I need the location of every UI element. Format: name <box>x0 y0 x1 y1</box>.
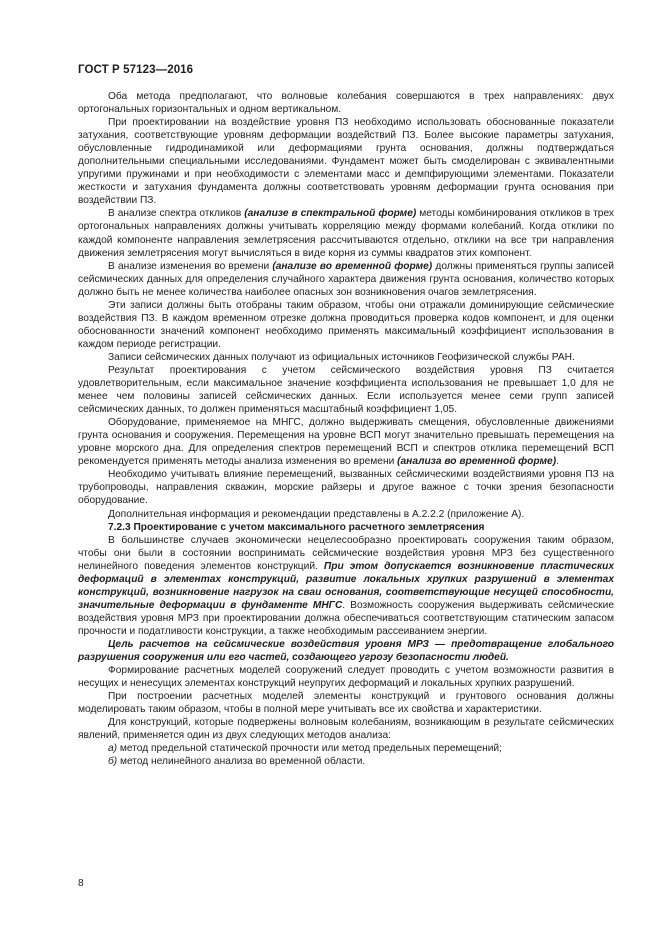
list-marker: б) <box>108 756 118 768</box>
paragraph: При проектировании на воздействие уровня ПЗ необходимо использовать обоснованные показатели затухания, соответствующие уровням деформации воздействий ПЗ. Более высокие параметры затухания, обусловленные гидродинамикой или деформациями грунта основания, должны подтверждаться дополнительными специальными исследованиями. Фундамент может быть смоделирован с эквивалентными упругими пружинами и при необходимости с элементами масс и демпфирующими элементами. Показатели жесткости и затухания фундамента должны соответствовать уровням деформации грунта основания при воздействии ПЗ. <box>78 117 614 207</box>
paragraph-text: В анализе спектра откликов <box>108 208 245 220</box>
paragraph: Оба метода предполагают, что волновые колебания совершаются в трех направлениях: двух ортогональных горизонтальных и одном вертикальном. <box>78 91 614 116</box>
paragraph <box>78 534 614 638</box>
emphasis-paragraph: Цель расчетов на сейсмические воздействия уровня МРЗ — предотвращение глобального разрушения сооружения или его частей, создающего угрозу безопасности людей. <box>78 638 614 664</box>
list-marker: а) <box>108 743 118 755</box>
paragraph: Дополнительная информация и рекомендации представлены в А.2.2.2 (приложение А). <box>108 508 525 520</box>
paragraph-text: должны применяться группы записей сейсмических данных для определения случайного характера движения грунта основания, количество которых должно быть не менее количества наиболее опасных зон возникновения очагов землетрясения. <box>78 260 614 298</box>
paragraph-text: Оборудование, применяемое на МНГС, должно выдерживать смещения, обусловленные движениями грунта основания и сооружения. Перемещения на уровне ВСП могут значительно превышать перемещения на уровне морского дна. Для определения спектров перемещений ВСП и спектров отклика перемещений ВСП рекомендуется применять методы анализа изменения во времени <box>78 417 614 468</box>
emphasis-text: (анализе в спектральной форме) <box>244 208 417 220</box>
document-body <box>78 90 614 768</box>
page-number: 8 <box>78 878 84 889</box>
list-item-a <box>78 742 614 755</box>
paragraph: Записи сейсмических данных получают из официальных источников Геофизической службы РАН. <box>108 351 575 363</box>
paragraph <box>78 416 614 468</box>
emphasis-text: (анализа во временной форме) <box>397 456 557 468</box>
paragraph: Формирование расчетных моделей сооружений следует проводить с учетом возможности развития в несущих и ненесущих элементах конструкций неупругих деформаций и локальных хрупких разрушений. <box>78 665 614 690</box>
list-item-b <box>78 755 614 768</box>
section-heading: 7.2.3 Проектирование с учетом максимального расчетного землетрясения <box>108 521 485 533</box>
list-item-text: метод предельной статической прочности или метод предельных перемещений; <box>117 743 502 755</box>
paragraph <box>78 207 614 259</box>
paragraph-text: . <box>556 456 559 468</box>
standard-header: ГОСТ Р 57123—2016 <box>78 64 194 76</box>
paragraph: Для конструкций, которые подвержены волновым колебаниям, возникающим в результате сейсмических явлений, применяется один из двух следующих методов анализа: <box>78 717 614 742</box>
paragraph-text: В большинстве случаев экономически нецелесообразно проектировать сооружения таким образом, чтобы они были в состоянии воспринимать сейсмические воздействия уровня МРЗ без существенного нелинейного поведения элементов конструкций. <box>78 534 614 572</box>
paragraph-text: . Возможность сооружения выдерживать сейсмические воздействия уровня МРЗ при проектировании должна обеспечиваться соответствующим статическим запасом прочности и податливости конструкции, а также необходимым рассеиванием энергии. <box>78 599 614 637</box>
paragraph: Эти записи должны быть отобраны таким образом, чтобы они отражали доминирующие сейсмические воздействия ПЗ. В каждом временном отрезке должна проводиться проверка кодов компонент, и для оценки обоснованности значений компонент необходимо применять максимальный коэффициент использования в каждом периоде регистрации. <box>78 299 614 350</box>
paragraph: Результат проектирования с учетом сейсмического воздействия уровня ПЗ считается удовлетворительным, если максимальное значение коэффициента использования не превышает 1,0 для не менее чем половины записей сейсмических данных. Если используется менее семи групп записей сейсмических данных, то должен применяться масштабный коэффициент 1,05. <box>78 364 614 416</box>
paragraph <box>78 260 614 299</box>
list-item-text: метод нелинейного анализа во временной области. <box>117 756 366 768</box>
emphasis-text: (анализе во временной форме) <box>272 260 433 272</box>
paragraph: При построении расчетных моделей элементы конструкций и грунтового основания должны моделировать таким образом, чтобы в полной мере учитывать все их свойства и характеристики. <box>78 691 614 716</box>
paragraph: Необходимо учитывать влияние перемещений, вызванных сейсмическими воздействиями уровня ПЗ на трубопроводы, направления скважин, морские райзеры и другое важное с точки зрения безопасности оборудование. <box>78 469 614 507</box>
paragraph-text: методы комбинирования откликов в трех ортогональных направлениях должны учитывать корреляцию между формами колебаний. Когда отклики по каждой компоненте направления землетрясения рассчитываются отдельно, отклики на все три направления движения землетрясения могут вычисляться в виде корня из суммы квадратов этих компонент. <box>78 208 614 259</box>
emphasis-text: При этом допускается возникновение пластических деформаций в элементах конструкций, развитие локальных хрупких разрушений в элементах конструкций, возникновение нагрузок на сваи основания, соответствующие несущей способности, значительные деформации в фундаменте МНГС <box>78 560 614 611</box>
paragraph-text: В анализе изменения во времени <box>108 260 273 272</box>
